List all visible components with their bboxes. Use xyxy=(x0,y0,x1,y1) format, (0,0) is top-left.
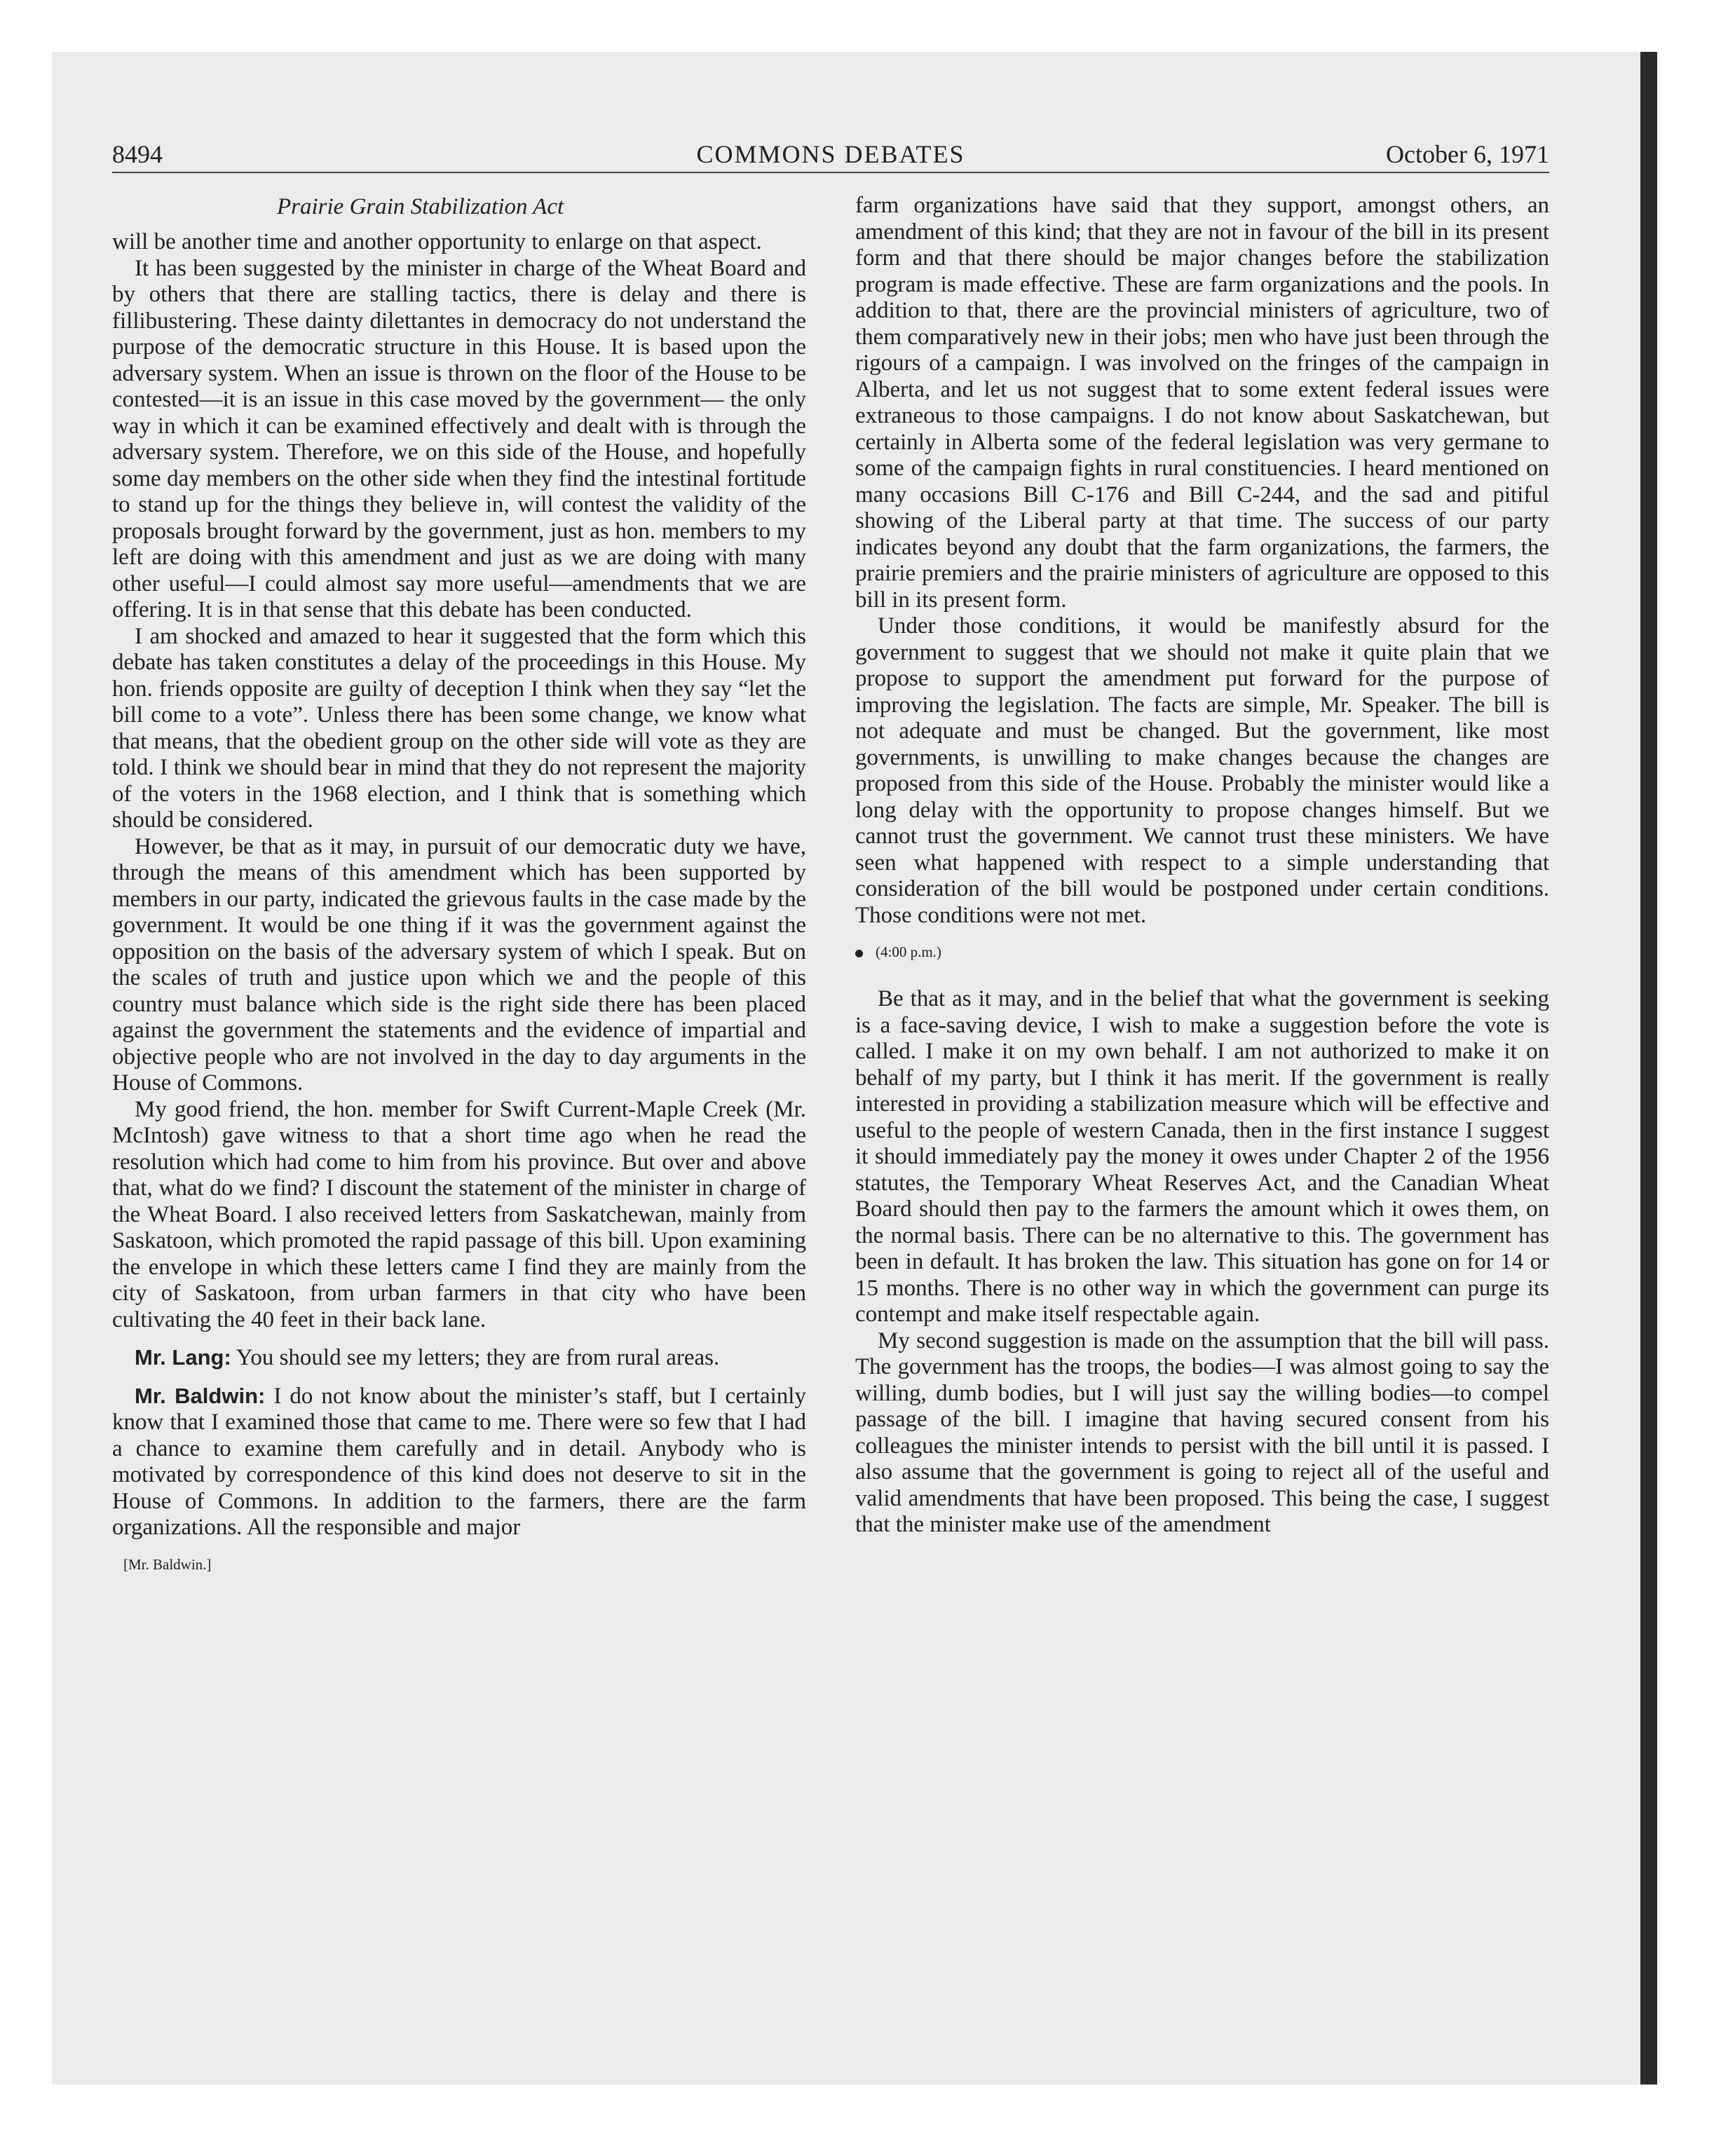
publication-date: October 6, 1971 xyxy=(1386,140,1549,168)
speech-baldwin xyxy=(112,1383,806,1541)
document-page xyxy=(112,137,1549,1959)
paragraph: However, be that as it may, in pursuit of our democratic duty we have, through the means of this amendment which has been supported by members in our party, indicated the grievous faults in the case made by the government. It would be one thing if it was the government against the opposition on the basis of the adversary system of which I speak. But on the scales of truth and justice upon which we and the people of this country must balance which side is the right side there has been placed against the government the statements and the evidence of impartial and objective people who are not involved in the day to day arguments in the House of Commons. xyxy=(112,833,806,1096)
speech-lang xyxy=(112,1344,806,1372)
bullet-icon xyxy=(855,950,863,957)
scan-edge-shadow xyxy=(1640,52,1657,2085)
paragraph: It has been suggested by the minister in charge of the Wheat Board and by others that there are stalling tactics, there is delay and there is fillibustering. These dainty dilettantes in democracy do not understand the purpose of the democratic structure in this House. It is based upon the adversary system. When an issue is thrown on the floor of the House to be contested—it is an issue in this case moved by the government— the only way in which it can be examined effectively and dealt with is through the adversary system. Therefore, we on this side of the House, and hopefully some day members on the other side when they find the intestinal fortitude to stand up for the things they believe in, will contest the validity of the proposals brought forward by the government, just as hon. members to my left are doing with this amendment and just as we are doing with many other useful—I could almost say more useful—amendments that we are offering. It is in that sense that this debate has been conducted. xyxy=(112,255,806,622)
paragraph: will be another time and another opportunity to enlarge on that aspect. xyxy=(112,229,762,254)
paragraph: farm organizations have said that they support, amongst others, an amendment of this kind; that they are not in favour of the bill in its present form and that there should be major changes before the stabilization program is made effective. These are farm organizations and the pools. In addition to that, there are the provincial ministers of agriculture, two of them comparatively new in their jobs; men who have just been through the rigours of a campaign. I was involved on the fringes of the campaign in Alberta, and let us not suggest that to some extent federal issues were extraneous to those campaigns. I do not know about Saskatchewan, but certainly in Alberta some of the federal legislation was very germane to some of the campaign fights in rural constituencies. I heard mentioned on many occasions Bill C-176 and Bill C-244, and the sad and pitiful showing of the Liberal party at that time. The success of our party indicates beyond any doubt that the farm organizations, the farmers, the prairie premiers and the prairie ministers of agriculture are opposed to this bill in its present form. xyxy=(855,193,1549,613)
page-header xyxy=(112,137,1549,173)
speech-text: You should see my letters; they are from rural areas. xyxy=(231,1345,720,1370)
publication-title: COMMONS DEBATES xyxy=(696,140,965,168)
speaker-name: Mr. Lang: xyxy=(135,1345,231,1370)
speaker-attribution: [Mr. Baldwin.] xyxy=(123,1555,212,1573)
paragraph: I am shocked and amazed to hear it suggested that the form which this debate has taken constitutes a delay of the proceedings in this House. My hon. friends opposite are guilty of deception I think when they say “let the bill come to a vote”. Unless there has been some change, we know what that means, that the obedient group on the other side will vote as they are told. I think we should bear in mind that they do not represent the majority of the voters in the 1968 election, and I think that is something which should be considered. xyxy=(112,623,806,833)
time-marker-text: (4:00 p.m.) xyxy=(876,943,941,960)
paragraph: My second suggestion is made on the assumption that the bill will pass. The government has the troops, the bodies—I was almost going to say the willing, dumb bodies, but I will just say the willing bodies—to compel passage of the bill. I imagine that having secured consent from his colleagues the minister intends to persist with the bill until it is passed. I also assume that the government is going to reject all of the useful and valid amendments that have been proposed. This being the case, I suggest that the minister make use of the amendment xyxy=(855,1328,1549,1537)
right-column xyxy=(855,193,1549,1538)
paragraph: Under those conditions, it would be manifestly absurd for the government to suggest that we should not make it quite plain that we propose to support the amendment put forward for the purpose of improving the legislation. The facts are simple, Mr. Speaker. The bill is not adequate and must be changed. But the government, like most governments, is unwilling to make changes because the changes are proposed from this side of the House. Probably the minister would like a long delay with the opportunity to propose changes himself. But we cannot trust the government. We cannot trust these ministers. We have seen what happened with respect to a simple understanding that consideration of the bill would be postponed under certain conditions. Those conditions were not met. xyxy=(855,613,1549,928)
page-number: 8494 xyxy=(112,140,163,168)
left-column xyxy=(112,193,806,1590)
paragraph: Be that as it may, and in the belief that what the government is seeking is a face-saving device, I wish to make a suggestion before the vote is called. I make it on my own behalf. I am not authorized to make it on behalf of my party, but I think it has merit. If the government is really interested in providing a stabilization measure which will be effective and useful to the people of western Canada, then in the first instance I suggest it should immediately pay the money it owes under Chapter 2 of the 1956 statutes, the Temporary Wheat Reserves Act, and the Canadian Wheat Board should then pay to the farmers the amount which it owes them, on the normal basis. There can be no alternative to this. The government has been in default. It has broken the law. This situation has gone on for 14 or 15 months. There is no other way in which the government can purge its contempt and make itself respectable again. xyxy=(855,986,1549,1327)
speech-text: I do not know about the minister’s staff, but I certainly know that I examined those that came to me. There were so few that I had a chance to examine them carefully and in detail. Anybody who is motivated by correspondence of this kind does not deserve to sit in the House of Commons. In addition to the farmers, there are the farm organizations. All the responsible and major xyxy=(112,1383,806,1540)
running-head: Prairie Grain Stabilization Act xyxy=(277,194,564,219)
time-marker xyxy=(855,941,1549,962)
paragraph: My good friend, the hon. member for Swift Current-Maple Creek (Mr. McIntosh) gave witness to that a short time ago when he read the resolution which had come to him from his province. But over and above that, what do we find? I discount the statement of the minister in charge of the Wheat Board. I also received letters from Saskatchewan, mainly from Saskatoon, which promoted the rapid passage of this bill. Upon examining the envelope in which these letters came I find they are mainly from the city of Saskatoon, from urban farmers in that city who have been cultivating the 40 feet in their back lane. xyxy=(112,1096,806,1332)
speaker-name: Mr. Baldwin: xyxy=(135,1383,266,1408)
